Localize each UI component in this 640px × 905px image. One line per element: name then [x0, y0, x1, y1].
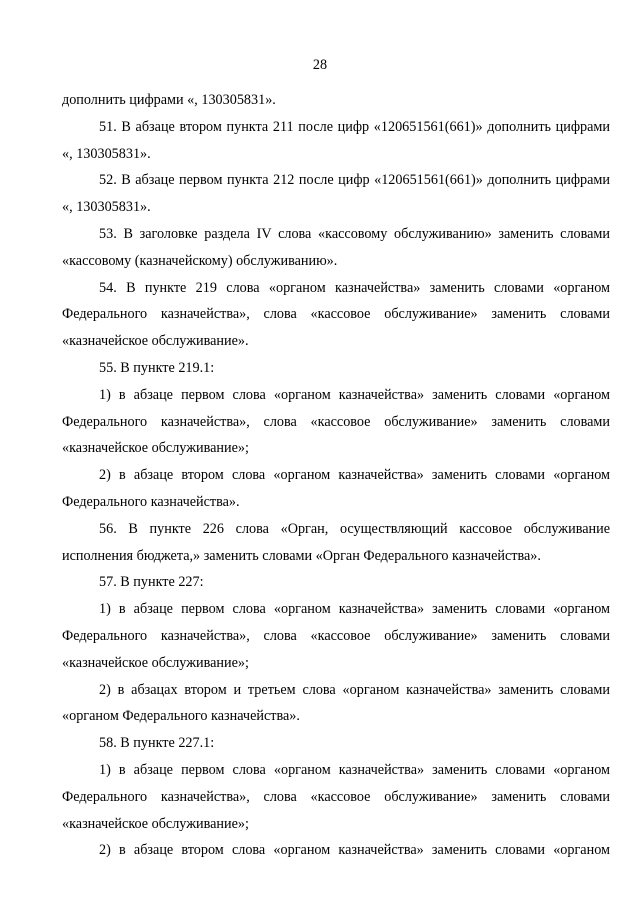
paragraph-item-54: 54. В пункте 219 слова «органом казначейства» заменить словами «органом Федерального казначейства», слова «кассовое обслуживание» заменить словами «казначейское обслуживание».: [62, 279, 610, 350]
paragraph-item-55-2: 2) в абзаце втором слова «органом казначейства» заменить словами «органом Федерального казначейства».: [62, 467, 610, 510]
paragraph-item-52: 52. В абзаце первом пункта 212 после цифр «120651561(661)» дополнить цифрами «, 130305831».: [62, 172, 610, 216]
paragraph-item-55-1: 1) в абзаце первом слова «органом казначейства» заменить словами «органом Федерального казначейства», слова «кассовое обслуживание» заменить словами «казначейское обслуживание»;: [62, 386, 610, 457]
paragraph-continuation: дополнить цифрами «, 130305831».: [62, 92, 276, 108]
paragraph-item-51: 51. В абзаце втором пункта 211 после цифр «120651561(661)» дополнить цифрами «, 130305831».: [62, 118, 610, 162]
paragraph-item-58: 58. В пункте 227.1:: [99, 735, 215, 752]
paragraph-item-57-1: 1) в абзаце первом слова «органом казначейства» заменить словами «органом Федерального казначейства», слова «кассовое обслуживание» заменить словами «казначейское обслуживание»;: [62, 601, 610, 671]
paragraph-item-53: 53. В заголовке раздела IV слова «кассовому обслуживанию» заменить словами «кассовому (казначейскому) обслуживанию».: [62, 225, 610, 269]
paragraph-item-56: 56. В пункте 226 слова «Орган, осуществляющий кассовое обслуживание исполнения бюджета,» заменить словами «Орган Федерального казначейства».: [62, 520, 610, 564]
document-body: [62, 87, 610, 864]
page-number: 28: [312, 57, 328, 73]
paragraph-item-58-1: 1) в абзаце первом слова «органом казначейства» заменить словами «органом Федерального казначейства», слова «кассовое обслуживание» заменить словами «казначейское обслуживание»;: [62, 761, 610, 832]
paragraph-item-58-2: 2) в абзаце втором слова «органом казначейства» заменить словами «органом: [99, 842, 610, 859]
paragraph-item-55: 55. В пункте 219.1:: [99, 359, 215, 376]
paragraph-item-57-2: 2) в абзацах втором и третьем слова «органом казначейства» заменить словами «органом Федерального казначейства».: [62, 681, 610, 725]
paragraph-item-57: 57. В пункте 227:: [99, 574, 204, 591]
